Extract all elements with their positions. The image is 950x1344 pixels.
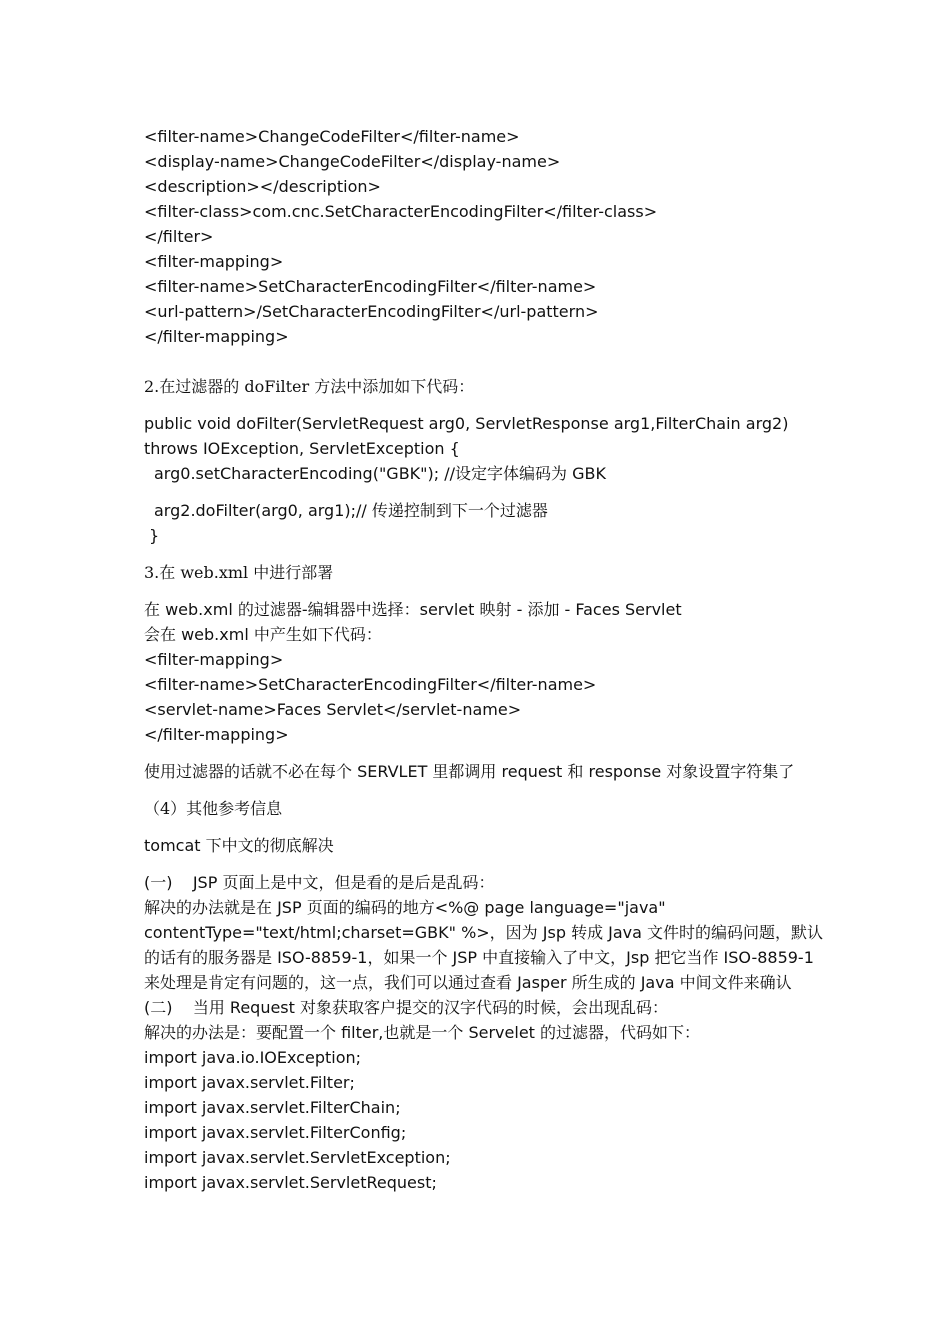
step-3-heading: 3.在 web.xml 中进行部署 [144,563,334,582]
code-line: <filter-mapping> [144,252,284,271]
note-paragraph: 使用过滤器的话就不必在每个 SERVLET 里都调用 request 和 response 对象设置字符集了 [144,762,795,781]
code-line: import javax.servlet.Filter; [144,1073,355,1092]
text-line: 在 web.xml 的过滤器-编辑器中选择：servlet 映射 - 添加 - Faces Servlet [144,600,682,619]
code-line: import javax.servlet.FilterConfig; [144,1123,407,1142]
code-line: import javax.servlet.ServletException; [144,1148,451,1167]
spacer [144,821,814,833]
code-line: arg2.doFilter(arg0, arg1);// 传递控制到下一个过滤器 [154,501,548,520]
spacer [144,349,814,374]
code-line: </filter-mapping> [144,725,289,744]
code-line: } [149,526,160,545]
web-xml-block [144,597,814,747]
spacer [144,585,814,597]
code-line: <filter-name>SetCharacterEncodingFilter</filter-name> [144,277,597,296]
spacer [144,548,814,560]
text-line: 解决的办法是：要配置一个 filter,也就是一个 Servelet 的过滤器，代码如下： [144,1023,701,1042]
code-line: <servlet-name>Faces Servlet</servlet-name> [144,700,522,719]
code-line: import javax.servlet.ServletRequest; [144,1173,437,1192]
code-line: </filter-mapping> [144,327,289,346]
code-line: throws IOException, ServletException { [144,439,460,458]
spacer [144,747,814,759]
code-line: import javax.servlet.FilterChain; [144,1098,401,1117]
text-line: 来处理是肯定有问题的，这一点，我们可以通过查看 Jasper 所生成的 Java 中间文件来确认 [144,973,792,992]
code-line: <filter-name>SetCharacterEncodingFilter</filter-name> [144,675,597,694]
xml-filter-block [144,124,814,349]
section-4-heading: （4）其他参考信息 [144,799,283,818]
dofilter-code-block [144,411,814,548]
code-line: <description></description> [144,177,381,196]
document-page [144,124,824,1195]
code-line: <filter-class>com.cnc.SetCharacterEncodingFilter</filter-class> [144,202,658,221]
code-line: <filter-name>ChangeCodeFilter</filter-name> [144,127,520,146]
code-line: <url-pattern>/SetCharacterEncodingFilter</url-pattern> [144,302,599,321]
text-line: contentType="text/html;charset=GBK" %>，因为 Jsp 转成 Java 文件时的编码问题，默认 [144,923,824,942]
text-line: 的话有的服务器是 ISO-8859-1，如果一个 JSP 中直接输入了中文，Jsp 把它当作 ISO-8859-1 [144,948,814,967]
spacer [144,486,814,498]
text-line: (一) JSP 页面上是中文，但是看的是后是乱码： [144,873,495,892]
code-line: <display-name>ChangeCodeFilter</display-name> [144,152,561,171]
text-line: 会在 web.xml 中产生如下代码： [144,625,382,644]
code-line: <filter-mapping> [144,650,284,669]
step-2-heading: 2.在过滤器的 doFilter 方法中添加如下代码： [144,377,475,396]
spacer [144,784,814,796]
text-line: 解决的办法就是在 JSP 页面的编码的地方<%@ page language="java" [144,898,666,917]
code-line: import java.io.IOException; [144,1048,362,1067]
text-line: (二) 当用 Request 对象获取客户提交的汉字代码的时候，会出现乱码： [144,998,668,1017]
tomcat-solution-block [144,870,824,1195]
code-line: public void doFilter(ServletRequest arg0, ServletResponse arg1,FilterChain arg2) [144,414,789,433]
code-line: arg0.setCharacterEncoding("GBK"); //设定字体编码为 GBK [154,464,606,483]
spacer [144,858,814,870]
tomcat-heading: tomcat 下中文的彻底解决 [144,836,334,855]
spacer [144,399,814,411]
code-line: </filter> [144,227,214,246]
